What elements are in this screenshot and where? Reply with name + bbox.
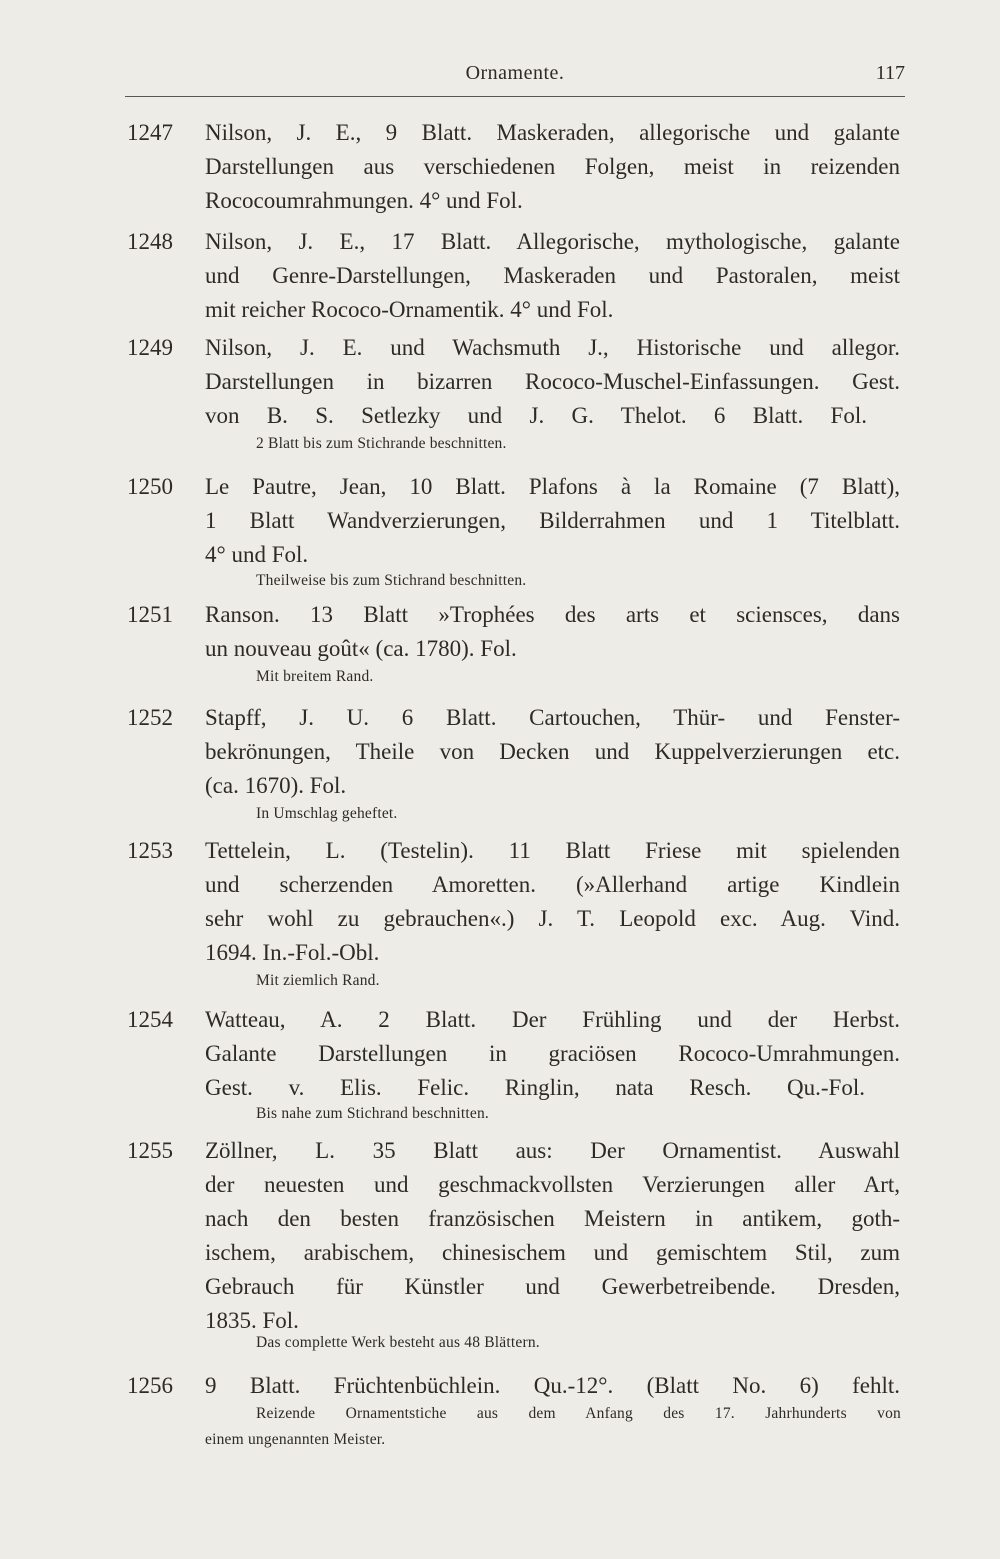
entry-number: 1250: [127, 474, 173, 499]
entry-line: (ca. 1670). Fol.: [205, 773, 347, 798]
entry-line: Nilson, J. E., 9 Blatt. Maskeraden, allegorische und galante: [205, 120, 900, 145]
entry-line: Rococoumrahmungen. 4° und Fol.: [205, 188, 523, 213]
entry-line: 9 Blatt. Früchtenbüchlein. Qu.-12°. (Blatt No. 6) fehlt.: [205, 1373, 900, 1398]
entry-note: Bis nahe zum Stichrand beschnitten.: [256, 1105, 489, 1122]
entry-line: Tettelein, L. (Testelin). 11 Blatt Friese mit spielenden: [205, 838, 900, 863]
entry-line: Nilson, J. E., 17 Blatt. Allegorische, mythologische, galante: [205, 229, 900, 254]
entry-note: Das complette Werk besteht aus 48 Blättern.: [256, 1334, 540, 1351]
entry-line: Ranson. 13 Blatt »Trophées des arts et sciensces, dans: [205, 602, 900, 627]
entry-note: Mit ziemlich Rand.: [256, 972, 380, 989]
entry-number: 1254: [127, 1007, 173, 1032]
entry-line: bekrönungen, Theile von Decken und Kuppelverzierungen etc.: [205, 739, 900, 764]
entry-number: 1247: [127, 120, 173, 145]
entry-line: Stapff, J. U. 6 Blatt. Cartouchen, Thür- und Fenster-: [205, 705, 900, 730]
running-title: Ornamente.: [465, 62, 565, 84]
entry-line: nach den besten französischen Meistern in antikem, goth-: [205, 1206, 900, 1231]
entry-line: 1 Blatt Wandverzierungen, Bilderrahmen und 1 Titelblatt.: [205, 508, 900, 533]
page-number: 117: [875, 62, 905, 84]
entry-number: 1251: [127, 602, 173, 627]
entry-line: Galante Darstellungen in graciösen Rococo-Umrahmungen.: [205, 1041, 900, 1066]
entry-line: Gest. v. Elis. Felic. Ringlin, nata Resch. Qu.-Fol.: [205, 1075, 865, 1100]
entry-number: 1248: [127, 229, 173, 254]
entry-line: Darstellungen aus verschiedenen Folgen, meist in reizenden: [205, 154, 900, 179]
entry-line: der neuesten und geschmackvollsten Verzierungen aller Art,: [205, 1172, 900, 1197]
entry-note: In Umschlag geheftet.: [256, 805, 398, 822]
entry-line: von B. S. Setlezky und J. G. Thelot. 6 Blatt. Fol.: [205, 403, 867, 428]
entry-line: 4° und Fol.: [205, 542, 309, 567]
entry-line: und scherzenden Amoretten. (»Allerhand artige Kindlein: [205, 872, 900, 897]
entry-line: Zöllner, L. 35 Blatt aus: Der Ornamentist. Auswahl: [205, 1138, 900, 1163]
entry-number: 1252: [127, 705, 173, 730]
entry-line: Le Pautre, Jean, 10 Blatt. Plafons à la Romaine (7 Blatt),: [205, 474, 900, 499]
entry-number: 1256: [127, 1373, 173, 1398]
entry-line: 1835. Fol.: [205, 1308, 299, 1333]
entry-line: mit reicher Rococo-Ornamentik. 4° und Fol.: [205, 297, 614, 322]
entry-note: Mit breitem Rand.: [256, 668, 374, 685]
entry-note: Theilweise bis zum Stichrand beschnitten.: [256, 572, 527, 589]
entry-line: Nilson, J. E. und Wachsmuth J., Historische und allegor.: [205, 335, 900, 360]
entry-line: ischem, arabischem, chinesischem und gemischtem Stil, zum: [205, 1240, 900, 1265]
entry-line: Gebrauch für Künstler und Gewerbetreibende. Dresden,: [205, 1274, 900, 1299]
entry-note: Reizende Ornamentstiche aus dem Anfang des 17. Jahrhunderts von: [256, 1405, 901, 1422]
entry-line: und Genre-Darstellungen, Maskeraden und Pastoralen, meist: [205, 263, 900, 288]
entry-line: sehr wohl zu gebrauchen«.) J. T. Leopold exc. Aug. Vind.: [205, 906, 900, 931]
entry-line: Watteau, A. 2 Blatt. Der Frühling und der Herbst.: [205, 1007, 900, 1032]
entry-note: 2 Blatt bis zum Stichrande beschnitten.: [256, 435, 507, 452]
entry-number: 1249: [127, 335, 173, 360]
entry-line: Darstellungen in bizarren Rococo-Muschel-Einfassungen. Gest.: [205, 369, 900, 394]
entry-number: 1253: [127, 838, 173, 863]
entry-line: un nouveau goût« (ca. 1780). Fol.: [205, 636, 517, 661]
entry-number: 1255: [127, 1138, 173, 1163]
entry-note: einem ungenannten Meister.: [205, 1431, 386, 1448]
entry-line: 1694. In.-Fol.-Obl.: [205, 940, 380, 965]
